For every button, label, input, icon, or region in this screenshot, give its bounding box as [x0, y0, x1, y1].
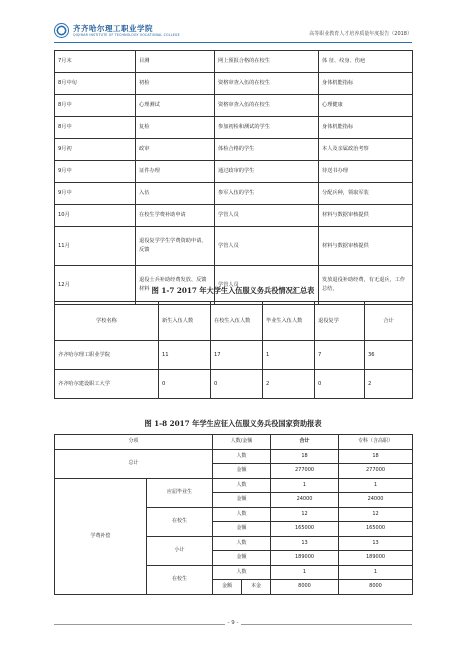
- summary-cell: 2: [263, 370, 315, 399]
- funding-cell: 人数: [213, 565, 271, 580]
- funding-label-cell: 总计: [55, 449, 213, 478]
- page-number: [54, 620, 412, 626]
- schedule-cell: 8月中: [55, 95, 136, 117]
- summary-cell: 1: [263, 341, 315, 370]
- schedule-cell: 8月中旬: [55, 73, 136, 95]
- funding-cell: 189000: [271, 551, 339, 566]
- report-title: 高等职业教育人才培养质量年度报告（2018）: [309, 31, 412, 37]
- schedule-cell: 心理健康: [319, 95, 413, 117]
- schedule-cell: 9月中: [55, 183, 136, 205]
- funding-label-cell: 应届毕业生: [147, 478, 213, 507]
- summary-cell: 0: [315, 370, 365, 399]
- summary-cell: 11: [159, 341, 211, 370]
- schedule-cell: 身体机能指标: [319, 73, 413, 95]
- schedule-cell: 12月: [55, 266, 136, 305]
- schedule-cell: 复检: [136, 117, 215, 139]
- funding-row: [55, 478, 413, 493]
- schedule-cell: 学管人员: [215, 205, 319, 227]
- funding-cell: 1: [271, 565, 339, 580]
- schedule-cell: 在校生学费补助申请: [136, 205, 215, 227]
- summary-cell: 齐齐哈尔建设职工大学: [55, 370, 159, 399]
- funding-cell: 13: [339, 536, 413, 551]
- summary-cell: 2: [365, 370, 413, 399]
- funding-cell: 277000: [271, 464, 339, 479]
- funding-cell: 人数: [213, 507, 271, 522]
- funding-cell: 1: [339, 478, 413, 493]
- funding-label-cell: 在校生: [147, 507, 213, 536]
- funding-cell: 8000: [271, 580, 339, 595]
- schedule-cell: 退役士兵补助经费发放、反馈材料: [136, 266, 215, 305]
- funding-header-cell: 专科（含高职）: [339, 435, 413, 450]
- schedule-cell: 9月中: [55, 161, 136, 183]
- summary-row: [55, 341, 413, 370]
- page-number-text: - 9 -: [225, 620, 242, 626]
- funding-cell: 金额: [213, 551, 271, 566]
- schedule-cell: 目测: [136, 51, 215, 73]
- funding-split-cell: [213, 580, 271, 595]
- schedule-row: [55, 139, 413, 161]
- summary-header-cell: 合计: [365, 302, 413, 341]
- schedule-row: [55, 117, 413, 139]
- summary-cell: 0: [159, 370, 211, 399]
- funding-cell: 人数: [213, 536, 271, 551]
- funding-cell: 18: [339, 449, 413, 464]
- schedule-cell: 通过政审的学生: [215, 161, 319, 183]
- schedule-cell: 材料与数据审核提供: [319, 227, 413, 266]
- summary-cell: 7: [315, 341, 365, 370]
- schedule-cell: 8月中: [55, 117, 136, 139]
- schedule-cell: 分配兵种，领取军装: [319, 183, 413, 205]
- funding-cell: 本金: [241, 580, 270, 594]
- schedule-cell: 参加初检和测试的学生: [215, 117, 319, 139]
- summary-cell: 36: [365, 341, 413, 370]
- summary-cell: 17: [211, 341, 263, 370]
- funding-cell: 人数: [213, 449, 271, 464]
- funding-label-cell: 在校生: [147, 565, 213, 594]
- funding-cell: 12: [339, 507, 413, 522]
- summary-header-cell: 毕业生入伍人数: [263, 302, 315, 341]
- funding-cell: 金额: [213, 493, 271, 508]
- schedule-cell: 退役复学学生学费资助申请、反馈: [136, 227, 215, 266]
- schedule-cell: 参军入伍的学生: [215, 183, 319, 205]
- funding-cell: 1: [271, 478, 339, 493]
- schedule-cell: 入伍: [136, 183, 215, 205]
- enlistment-summary-table: [54, 301, 413, 399]
- funding-cell: 24000: [339, 493, 413, 508]
- funding-cell: 12: [271, 507, 339, 522]
- schedule-cell: 资格审查入伍的在校生: [215, 95, 319, 117]
- summary-header-cell: 新生入伍人数: [159, 302, 211, 341]
- funding-row: [55, 449, 413, 464]
- schedule-cell: 待送书办理: [319, 161, 413, 183]
- schedule-row: [55, 266, 413, 305]
- funding-header-cell: 分项: [55, 435, 213, 450]
- school-name-english: QIQIHAR INSTITUTE OF TECHNOLOGY VOCATIONAL COLLEGE: [73, 33, 180, 37]
- funding-cell: 13: [271, 536, 339, 551]
- summary-cell: 0: [211, 370, 263, 399]
- schedule-cell: 7月末: [55, 51, 136, 73]
- schedule-row: [55, 95, 413, 117]
- schedule-cell: 学管人员: [215, 227, 319, 266]
- schedule-cell: 证件办理: [136, 161, 215, 183]
- schedule-cell: 政审: [136, 139, 215, 161]
- school-logo-icon: [54, 23, 69, 38]
- funding-cell: 24000: [271, 493, 339, 508]
- funding-cell: 8000: [339, 580, 413, 595]
- summary-header-cell: 退役复学: [315, 302, 365, 341]
- funding-table: [54, 434, 413, 595]
- schedule-cell: 10月: [55, 205, 136, 227]
- schedule-cell: 身体机能指标: [319, 117, 413, 139]
- schedule-cell: 体检合格的学生: [215, 139, 319, 161]
- school-name: 齐齐哈尔理工职业学院: [73, 24, 153, 33]
- summary-header-row: [55, 302, 413, 341]
- schedule-cell: 本人及亲属政治考察: [319, 139, 413, 161]
- caption-figure-1-8: 图 1-8 2017 年学生应征入伍服义务兵役国家资助报表: [144, 419, 322, 428]
- schedule-cell: 初检: [136, 73, 215, 95]
- schedule-cell: 材料与数据审核提供: [319, 205, 413, 227]
- funding-cell: 18: [271, 449, 339, 464]
- schedule-row: [55, 51, 413, 73]
- funding-cell: 人数: [213, 478, 271, 493]
- summary-header-cell: 在校生入伍人数: [211, 302, 263, 341]
- funding-cell: 165000: [271, 522, 339, 537]
- schedule-row: [55, 227, 413, 266]
- funding-cell: 金额: [213, 464, 271, 479]
- schedule-cell: 学管人员: [215, 266, 319, 305]
- schedule-cell: 发放退役补助经费，有无退兵，工作总结，: [319, 266, 413, 305]
- schedule-cell: 11月: [55, 227, 136, 266]
- page-header: [54, 22, 412, 43]
- funding-header-row: [55, 435, 413, 450]
- funding-cell: 165000: [339, 522, 413, 537]
- summary-cell: 齐齐哈尔理工职业学院: [55, 341, 159, 370]
- schedule-cell: 资格审查入伍的在校生: [215, 73, 319, 95]
- funding-label-cell: 学费补偿: [55, 478, 147, 594]
- schedule-row: [55, 205, 413, 227]
- funding-cell: 189000: [339, 551, 413, 566]
- schedule-cell: 9月初: [55, 139, 136, 161]
- funding-cell: 277000: [339, 464, 413, 479]
- caption-figure-1-7: 图 1-7 2017 年大学生入伍服义务兵役情况汇总表: [151, 286, 315, 295]
- schedule-cell: 网上预报合格的在校生: [215, 51, 319, 73]
- summary-header-cell: 学校名称: [55, 302, 159, 341]
- funding-header-cell: 人数/金额: [213, 435, 271, 450]
- funding-header-cell: 合计: [271, 435, 339, 450]
- schedule-cell: 体 征、纹身、伤疤: [319, 51, 413, 73]
- funding-cell: 金额: [222, 583, 233, 589]
- schedule-row: [55, 73, 413, 95]
- enlistment-schedule-table: [54, 50, 413, 305]
- funding-cell: 金额: [213, 522, 271, 537]
- schedule-row: [55, 161, 413, 183]
- schedule-cell: 心理测试: [136, 95, 215, 117]
- schedule-row: [55, 183, 413, 205]
- funding-cell: 1: [339, 565, 413, 580]
- funding-label-cell: 小计: [147, 536, 213, 565]
- summary-row: [55, 370, 413, 399]
